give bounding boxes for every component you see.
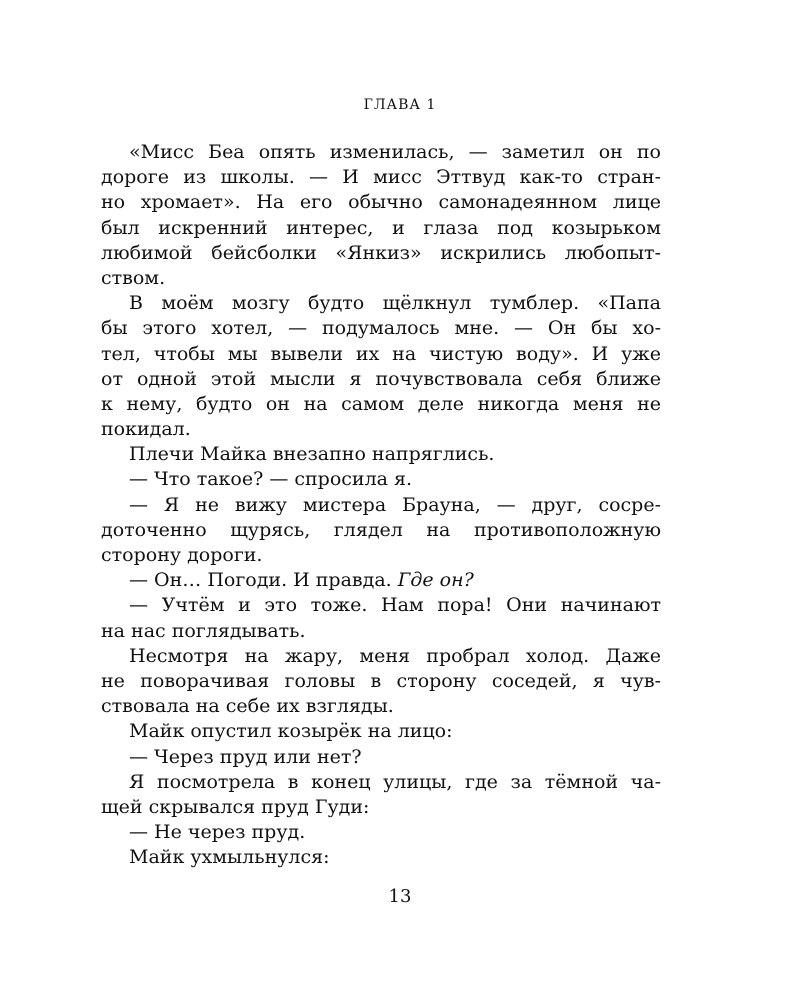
text-line: [101, 140, 661, 165]
text-line-content: не поворачивая головы в сторону соседей, я чув-: [101, 669, 661, 692]
text-line-content: от одной этой мысли я почувствовала себя ближе: [101, 367, 661, 390]
text-line: [101, 694, 661, 719]
text-line: [101, 467, 661, 492]
text-line-content: дороге из школы. — И мисс Эттвуд как-то стран-: [101, 166, 661, 189]
italic-text: Где он?: [397, 569, 474, 592]
text-line-content: щей скрывался пруд Гуди:: [101, 795, 370, 818]
text-line-content: покидал.: [101, 418, 191, 441]
text-line: [101, 543, 661, 568]
text-line-content: Майк опустил козырёк на лицо:: [129, 720, 453, 743]
text-line: [101, 770, 661, 795]
text-line-content: В моём мозгу будто щёлкнул тумблер. «Папа: [129, 292, 661, 315]
text-line-content: Я посмотрела в конец улицы, где за тёмной ча-: [129, 770, 661, 793]
text-line: [101, 518, 661, 543]
text-line: [101, 241, 661, 266]
text-line: [101, 417, 661, 442]
text-line-content: — Не через пруд.: [129, 821, 306, 844]
text-line: [101, 190, 661, 215]
text-line: [101, 619, 661, 644]
text-line: [101, 367, 661, 392]
text-line: [101, 644, 661, 669]
text-line-content: Майк ухмыльнулся:: [129, 846, 330, 869]
text-line: [101, 316, 661, 341]
text-line: [101, 845, 661, 870]
text-line: [101, 342, 661, 367]
text-line-content: — Я не вижу мистера Брауна, — друг, сосре-: [129, 493, 661, 516]
text-line: [101, 719, 661, 744]
text-line-content: — Через пруд или нет?: [129, 745, 362, 768]
text-line-content: Несмотря на жару, меня пробрал холод. Даже: [129, 644, 661, 667]
text-line: [101, 593, 661, 618]
text-line: [101, 266, 661, 291]
text-line-content: Плечи Майка внезапно напряглись.: [129, 443, 495, 466]
body-text: [101, 140, 661, 870]
text-line: [101, 568, 661, 593]
text-line-content: ством.: [101, 266, 166, 289]
text-line: [101, 291, 661, 316]
text-line-content: — Что такое? — спросила я.: [129, 468, 413, 491]
text-line-content: на нас поглядывать.: [101, 619, 306, 642]
text-line-content: тел, чтобы мы вывели их на чистую воду». И уже: [101, 342, 661, 365]
page-number: 13: [388, 886, 412, 907]
text-line: [101, 216, 661, 241]
text-line-content: бы этого хотел, — подумалось мне. — Он бы хо-: [101, 317, 661, 340]
text-line-content: — Учтём и это тоже. Нам пора! Они начинают: [129, 594, 661, 617]
text-line: [101, 795, 661, 820]
text-line: [101, 493, 661, 518]
text-line-content: «Мисс Беа опять изменилась, — заметил он по: [129, 141, 661, 163]
text-line: [101, 442, 661, 467]
text-line-content: сторону дороги.: [101, 544, 263, 566]
text-line: [101, 165, 661, 190]
text-line-content: доточенно щурясь, глядел на противоположную: [101, 518, 661, 541]
text-line: [101, 745, 661, 770]
text-line-content: — Он… Погоди. И правда.: [129, 569, 398, 592]
text-line: [101, 820, 661, 845]
text-line: [101, 392, 661, 417]
chapter-heading: ГЛАВА 1: [363, 97, 437, 113]
text-line-content: любимой бейсболки «Янкиз» искрились любопыт-: [101, 241, 661, 264]
text-line-content: к нему, будто он на самом деле никогда меня не: [101, 392, 661, 415]
text-line-content: был искренний интерес, и глаза под козырьком: [101, 216, 661, 239]
text-line: [101, 669, 661, 694]
text-line-content: ствовала на себе их взгляды.: [101, 695, 394, 718]
text-line-content: но хромает». На его обычно самонадеянном лице: [101, 191, 661, 214]
